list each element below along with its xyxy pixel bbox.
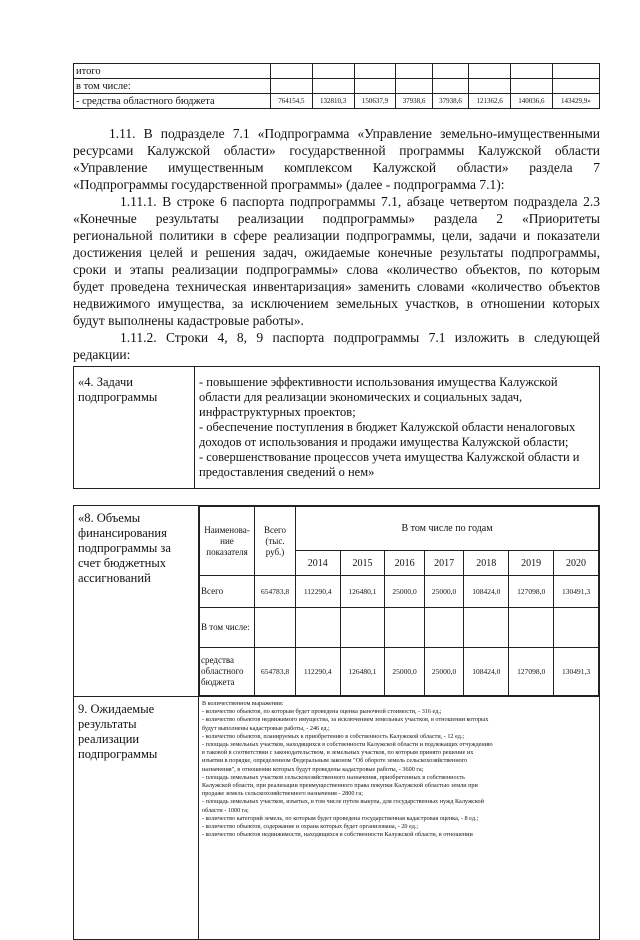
result-line: - количество объектов, содержание и охрана которых будет организована, - 20 ед.; <box>202 823 419 831</box>
table-cell <box>510 79 552 94</box>
result-line: назначения", в отношении которых будут проведены кадастровые работы, - 3600 га; <box>202 765 424 773</box>
table-cell <box>469 64 511 79</box>
table-cell <box>552 64 599 79</box>
text-line: будет проведена техническая инвентаризация» заменить словами «количество объектов <box>73 279 600 294</box>
indicator-name: Всего <box>200 576 255 608</box>
year-value: 25000,0 <box>385 576 424 608</box>
text-line: недвижимого имущества, за исключением земельных участков, в отношении которых <box>73 296 600 311</box>
text-line: «Конечные результаты реализации подпрограммы» раздела 2 «Приоритеты <box>73 211 600 226</box>
financing-row <box>200 608 599 648</box>
year-value: 126480,1 <box>340 576 385 608</box>
text-line: «Управление имущественным комплексом Калужской области» раздела 7 <box>73 160 600 175</box>
year-value <box>385 608 424 648</box>
indicator-name: В том числе: <box>200 608 255 648</box>
text-line: 1.11.2. Строки 4, 8, 9 паспорта подпрограммы 7.1 изложить в следующей <box>120 330 600 345</box>
table-cell: 121362,6 <box>469 94 511 109</box>
year-value: 130491,3 <box>554 576 599 608</box>
table-cell <box>271 64 313 79</box>
year-value: 108424,0 <box>464 576 509 608</box>
row-9-content <box>199 697 600 940</box>
table-cell: 150637,9 <box>354 94 396 109</box>
table-cell <box>271 79 313 94</box>
result-line: будут выполнены кадастровые работы, - 246 ед.; <box>202 724 330 732</box>
result-line: В количественном выражении: <box>202 700 284 707</box>
result-line: - площадь земельных участков сельскохозяйственного назначения, приобретенных в собственность <box>202 773 465 781</box>
year-header: 2015 <box>340 551 385 576</box>
year-header: 2016 <box>385 551 424 576</box>
year-header: 2020 <box>554 551 599 576</box>
row-label: итого <box>74 64 271 79</box>
table-cell <box>432 79 468 94</box>
year-value: 108424,0 <box>464 648 509 696</box>
year-value <box>509 608 554 648</box>
table-cell <box>312 64 354 79</box>
year-value <box>340 608 385 648</box>
table-cell <box>354 79 396 94</box>
table-row <box>74 94 600 109</box>
table-cell: 140036,6 <box>510 94 552 109</box>
indicator-name: средства областного бюджета <box>200 648 255 696</box>
year-value: 112290,4 <box>296 576 341 608</box>
financing-table <box>199 506 599 696</box>
year-value: 127098,0 <box>509 576 554 608</box>
paragraph-1-11 <box>73 125 600 193</box>
table-cell: 143429,9» <box>552 94 599 109</box>
table-cell: 764154,5 <box>271 94 313 109</box>
year-value: 25000,0 <box>424 648 463 696</box>
year-value <box>464 608 509 648</box>
row-4-item: - совершенствование процессов учета имущества Калужской области и предоставления сведений о нем» <box>199 450 580 479</box>
year-value: 25000,0 <box>385 648 424 696</box>
table-cell: 37938,6 <box>432 94 468 109</box>
total-value: 654783,8 <box>255 648 296 696</box>
year-header: 2014 <box>296 551 341 576</box>
result-line: - количество объектов недвижимости, находящихся в собственности Калужской области, в отношении <box>202 831 473 839</box>
result-line: продаже земель сельскохозяйственного назначения - 2800 га; <box>202 790 363 798</box>
table-cell: 37938,6 <box>396 94 432 109</box>
passport-row-4-table <box>73 366 600 489</box>
table-cell <box>552 79 599 94</box>
row-9-label: 9. Ожидаемые результаты реализации подпрограммы <box>74 697 199 940</box>
row-4-content <box>195 367 600 489</box>
table-cell <box>432 64 468 79</box>
year-value <box>424 608 463 648</box>
text-line: 1.11.1. В строке 6 паспорта подпрограммы 7.1, абзаце четвертом подраздела 2.3 <box>120 194 600 209</box>
col-name-header: Наименова-ние показателя <box>200 507 255 576</box>
paragraph-1-11-2 <box>73 329 600 363</box>
year-value: 112290,4 <box>296 648 341 696</box>
year-header: 2018 <box>464 551 509 576</box>
passport-rows-8-9-table <box>73 505 600 940</box>
text-line: региональной политики в сфере реализации подпрограммы, цели, задачи и показатели <box>73 228 600 243</box>
result-line: - количество объектов, по которым будет проведена оценка рыночной стоимости, - 316 ед.; <box>202 708 442 716</box>
total-value <box>255 608 296 648</box>
table-cell <box>396 64 432 79</box>
result-line: - количество категорий земель, по которым будет проведена государственная кадастровая оценка, - 8 ед.; <box>202 814 479 822</box>
years-header: В том числе по годам <box>296 507 599 551</box>
row-label: - средства областного бюджета <box>74 94 271 109</box>
text-line: ресурсами Калужской области» государственной программы Калужской области <box>73 143 600 158</box>
row-8-label: «8. Объемы финансирования подпрограммы за счет бюджетных ассигнований <box>74 506 199 697</box>
result-line: области - 1000 га; <box>202 806 249 814</box>
year-value: 127098,0 <box>509 648 554 696</box>
row-label: в том числе: <box>74 79 271 94</box>
result-line: - количество объектов недвижимого имущества, за исключением земельных участков, в отношении которых <box>202 716 489 724</box>
paragraph-1-11-1 <box>73 193 600 329</box>
year-header: 2019 <box>509 551 554 576</box>
table-cell: 132810,3 <box>312 94 354 109</box>
year-header: 2017 <box>424 551 463 576</box>
text-line: достижения целей и решения задач, ожидаемые конечные результаты подпрограммы, <box>73 245 600 260</box>
year-value: 130491,3 <box>554 648 599 696</box>
result-line: - количество объектов, планируемых к приобретению в собственность Калужской области, - 12 ед.; <box>202 732 465 740</box>
year-value <box>296 608 341 648</box>
table-cell <box>469 79 511 94</box>
result-line: Калужской области, при реализации преимущественного права покупки Калужской областью земли при <box>202 782 478 790</box>
text-line: будут выполнены кадастровые работы». <box>73 313 304 328</box>
table-cell <box>354 64 396 79</box>
table-cell <box>510 64 552 79</box>
table-row <box>74 64 600 79</box>
row-4-item: - повышение эффективности использования имущества Калужской области для реализации экономических и социальных задач, инфраструктурных проектов; <box>199 375 558 419</box>
table-cell <box>396 79 432 94</box>
total-value: 654783,8 <box>255 576 296 608</box>
financing-cell <box>199 506 600 697</box>
result-line: в таковой в соответствии с законодательством, и земельных участков, по которым принято решение их <box>202 749 474 757</box>
col-total-header: Всего (тыс. руб.) <box>255 507 296 576</box>
row-4-label: «4. Задачи подпрограммы <box>74 367 195 489</box>
text-line: редакции: <box>73 347 131 362</box>
row-4-item: - обеспечение поступления в бюджет Калужской области неналоговых доходов от использования и продажи имущества Калужской области; <box>199 420 576 449</box>
budget-summary-table <box>73 63 600 109</box>
financing-row <box>200 576 599 608</box>
year-value <box>554 608 599 648</box>
text-line: «Подпрограммы государственной программы» (далее - подпрограмма 7.1): <box>73 177 505 192</box>
financing-row <box>200 648 599 696</box>
text-line: 1.11. В подразделе 7.1 «Подпрограмма «Управление земельно-имущественными <box>109 126 600 141</box>
result-line: изъятии в порядке, определенном Федеральным законом "Об обороте земель сельскохозяйственного <box>202 757 468 765</box>
result-line: - площадь земельных участков, изъятых, в том числе путем выкупа, для государственных нужд Калужской <box>202 798 484 806</box>
table-row <box>74 79 600 94</box>
result-line: - площадь земельных участков, находящихся в собственности Калужской области и подлежащих отчуждению <box>202 741 493 749</box>
text-line: сроки и этапы реализации подпрограммы» слова «количество объектов, по которым <box>73 262 600 277</box>
year-value: 126480,1 <box>340 648 385 696</box>
table-cell <box>312 79 354 94</box>
year-value: 25000,0 <box>424 576 463 608</box>
